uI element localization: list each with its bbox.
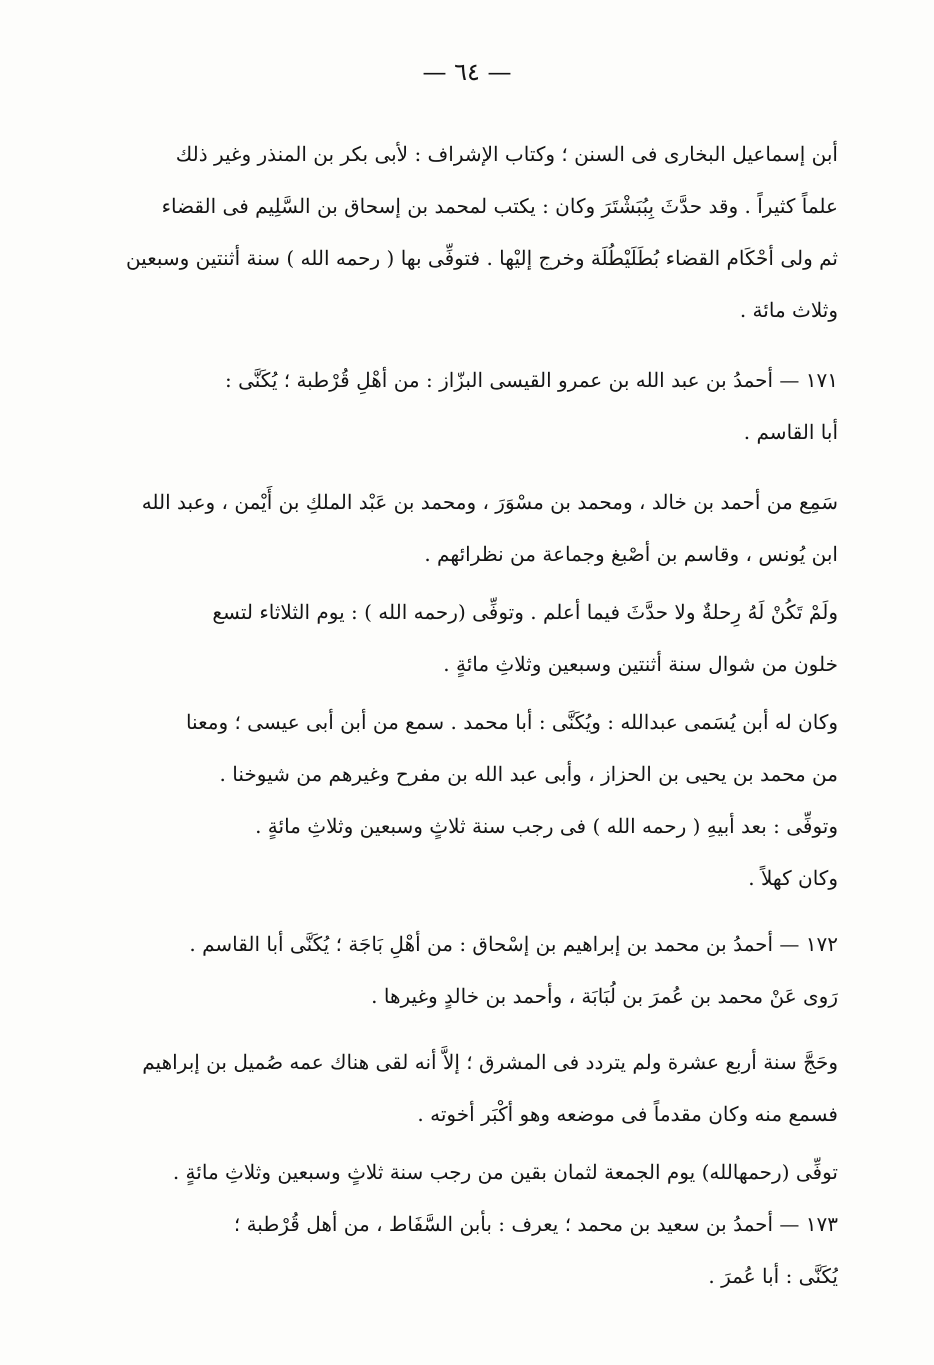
text-line: أبن إسماعيل البخارى فى السنن ؛ وكتاب الإشراف : لأبى بكر بن المنذر وغير ذلك xyxy=(175,142,838,166)
paragraph-bukhari xyxy=(118,128,838,336)
text-line: وتوفِّى : بعد أبيهِ ( رحمه الله ) فى رجب سنة ثلاثٍ وسبعين وثلاثِ مائةٍ . xyxy=(255,814,838,838)
entry-171 xyxy=(118,354,838,458)
text-line: وكان له أبن يُسَمى عبدالله : ويُكَنَّى : أبا محمد . سمع من أبن أبى عيسى ؛ ومعنا xyxy=(185,710,838,734)
entry-heading-172: ١٧٢ — أحمدُ بن محمد بن إبراهيم بن إسْحاق : من أهْلِ بَاجَة ؛ يُكَنَّى أبا القاسم . xyxy=(189,932,838,956)
paragraph-death-173 xyxy=(118,1146,838,1302)
text-line: أبا القاسم . xyxy=(743,420,838,444)
text-line: سَمِع من أحمد بن خالد ، ومحمد بن مسْوَرَ ، ومحمد بن عَبْد الملكِ بن أَيْمن ، وعبد الله xyxy=(141,490,838,514)
entry-heading-173: ١٧٣ — أحمدُ بن سعيد بن محمد ؛ يعرف : بأبن السَّفَاط ، من أهل قُرْطبة ؛ xyxy=(233,1212,838,1236)
text-line: خلون من شوال سنة أثنتين وسبعين وثلاثِ مائةٍ . xyxy=(443,652,838,676)
entry-172 xyxy=(118,918,838,1022)
text-line: علماً كثيراً . وقد حدَّثَ بِبُبَشْتَرَ وكان : يكتب لمحمد بن إسحاق بن السَّلِيم فى القضاء xyxy=(161,194,838,218)
text-line: من محمد بن يحيى بن الحزاز ، وأبى عبد الله بن مفرح وغيرهم من شيوخنا . xyxy=(219,762,838,786)
text-line: وحَجَّ سنة أربع عشرة ولم يتردد فى المشرق ؛ إلاَّ أنه لقى هناك عمه صُميل بن إبراهيم xyxy=(142,1050,838,1074)
page-body xyxy=(118,128,838,1302)
page-number: — ٦٤ — xyxy=(422,58,512,86)
text-line: ثم ولى أحْكَام القضاء بُطَلَيْطُلَة وخرج إليْها . فتوفِّى بها ( رحمه الله ) سنة أثنتين وسبعين xyxy=(125,246,838,270)
text-line: وكان كهلاً . xyxy=(748,866,838,890)
text-line: رَوى عَنْ محمد بن عُمرَ بن لُبَابَة ، وأحمد بن خالدٍ وغيرها . xyxy=(371,984,838,1008)
paragraph-death xyxy=(118,586,838,690)
paragraph-son xyxy=(118,696,838,904)
text-line: توفِّى (رحمهالله) يوم الجمعة لثمان بقين من رجب سنة ثلاثٍ وسبعين وثلاثِ مائةٍ . xyxy=(172,1160,838,1184)
entry-heading-171: ١٧١ — أحمدُ بن عبد الله بن عمرو القيسى البزّاز : من أهْلِ قُرْطبة ؛ يُكَنَّى : xyxy=(224,368,838,392)
paragraph-teachers xyxy=(118,476,838,580)
paragraph-hajj xyxy=(118,1036,838,1140)
text-line: فسمع منه وكان مقدماً فى موضعه وهو أكْبَر أخوته . xyxy=(417,1102,838,1126)
text-line: وثلاث مائة . xyxy=(739,298,838,322)
text-line: ابن يُونس ، وقاسم بن أصْبغ وجماعة من نظرائهم . xyxy=(424,542,838,566)
text-line: ولَمْ تَكُنْ لَهُ رِحلةٌ ولا حدَّثَ فيما أعلم . وتوفِّى (رحمه الله ) : يوم الثلاثاء لتسع xyxy=(212,600,838,624)
text-line: يُكَنَّى : أبا عُمرَ . xyxy=(708,1264,838,1288)
